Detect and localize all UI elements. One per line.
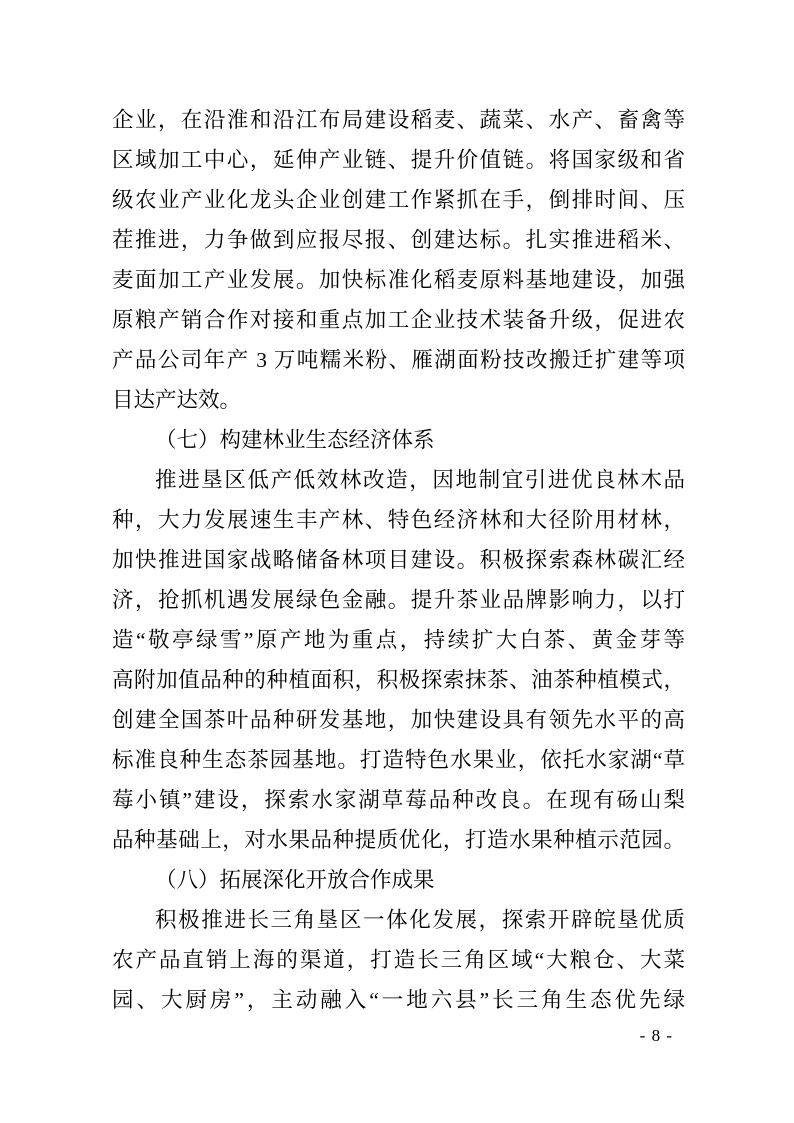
text-line-paragraph-end: 目达产达效。 — [112, 388, 242, 412]
text-line: 济，抢抓机遇发展绿色金融。提升茶业品牌影响力，以打 — [112, 588, 685, 612]
text-line-paragraph-end: 品种基础上，对水果品种提质优化，打造水果种植示范园。 — [112, 828, 685, 852]
text-line: 产品公司年产 3 万吨糯米粉、雁湖面粉技改搬迁扩建等项 — [112, 348, 685, 372]
text-line: 原粮产销合作对接和重点加工企业技术装备升级，促进农 — [112, 308, 685, 332]
text-line: 创建全国茶叶品种研发基地，加快建设具有领先水平的高 — [112, 708, 685, 732]
text-line: 加快推进国家战略储备林项目建设。积极探索森林碳汇经 — [112, 548, 685, 572]
text-line: 标准良种生态茶园基地。打造特色水果业，依托水家湖“草 — [112, 748, 685, 772]
text-line: 园、大厨房”，主动融入“一地六县”长三角生态优先绿 — [112, 988, 685, 1012]
section-heading-seven: （七）构建林业生态经济体系 — [155, 428, 435, 452]
text-line: 级农业产业化龙头企业创建工作紧抓在手，倒排时间、压 — [112, 188, 685, 212]
text-line: 茬推进，力争做到应报尽报、创建达标。扎实推进稻米、 — [112, 228, 685, 252]
text-line: 农产品直销上海的渠道，打造长三角区域“大粮仓、大菜 — [112, 948, 685, 972]
text-line: 区域加工中心，延伸产业链、提升价值链。将国家级和省 — [112, 148, 685, 172]
document-body — [112, 100, 685, 1020]
text-line: 种，大力发展速生丰产林、特色经济林和大径阶用材林， — [112, 508, 685, 532]
text-line-paragraph-start: 推进垦区低产低效林改造，因地制宜引进优良林木品 — [155, 468, 685, 492]
text-line: 麦面加工产业发展。加快标准化稻麦原料基地建设，加强 — [112, 268, 685, 292]
text-line: 企业，在沿淮和沿江布局建设稻麦、蔬菜、水产、畜禽等 — [112, 108, 685, 132]
section-heading-eight: （八）拓展深化开放合作成果 — [155, 868, 435, 892]
text-line-paragraph-start: 积极推进长三角垦区一体化发展，探索开辟皖垦优质 — [155, 908, 685, 932]
text-line: 莓小镇”建设，探索水家湖草莓品种改良。在现有砀山梨 — [112, 788, 685, 812]
text-line: 造“敬亭绿雪”原产地为重点，持续扩大白茶、黄金芽等 — [112, 628, 685, 652]
page-number: - 8 - — [639, 1026, 673, 1045]
text-line: 高附加值品种的种植面积，积极探索抹茶、油茶种植模式， — [112, 668, 685, 692]
